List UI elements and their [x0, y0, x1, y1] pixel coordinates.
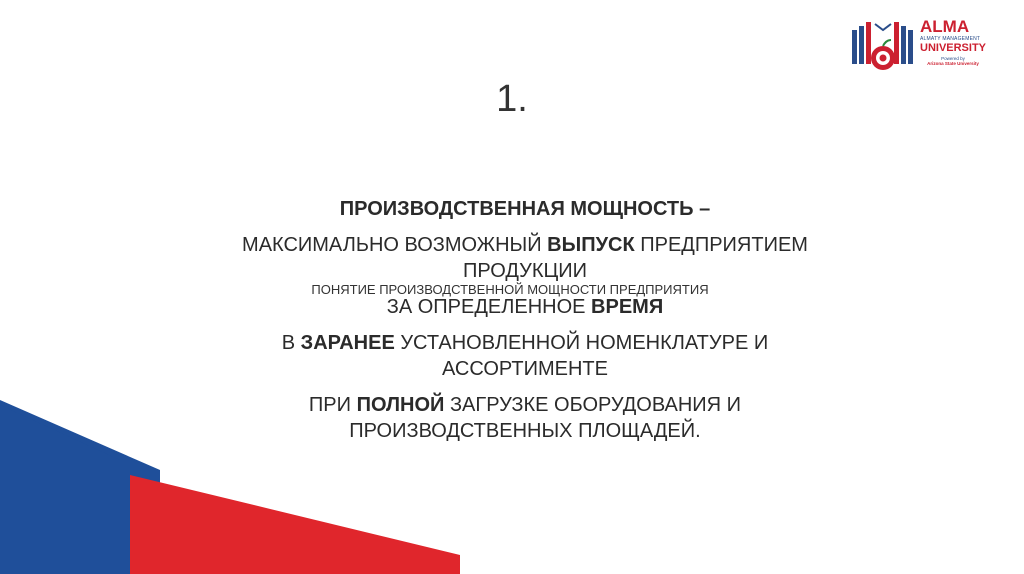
line-bold: ЗАРАНЕЕ: [300, 332, 395, 354]
line-post: ПРЕДПРИЯТИЕМ ПРОДУКЦИИ: [462, 234, 808, 282]
logo-tagline: ALMATY MANAGEMENT: [920, 36, 981, 42]
line-post: УСТАНОВЛЕННОЙ НОМЕНКЛАТУРЕ И АССОРТИМЕНТЕ: [394, 332, 769, 380]
definition-term: ПРОИЗВОДСТВЕННАЯ МОЩНОСТЬ –: [339, 198, 711, 220]
line-pre: ПРИ: [308, 394, 357, 416]
university-logo: [848, 16, 998, 82]
logo-name2: UNIVERSITY: [920, 42, 987, 54]
definition-body: [230, 196, 820, 454]
line-bold: ВРЕМЯ: [591, 296, 664, 318]
line-bold: ВЫПУСК: [547, 234, 635, 256]
definition-line-2: [230, 294, 820, 320]
definition-line-4: [230, 392, 820, 444]
definition-line-3: [230, 330, 820, 382]
definition-line-1: [230, 232, 820, 284]
logo-powered: Powered by: [941, 56, 965, 61]
red-stripe: [130, 475, 460, 574]
line-pre: МАКСИМАЛЬНО ВОЗМОЖНЫЙ: [242, 234, 548, 256]
slide-title: 1.: [496, 78, 528, 120]
slide-subtitle-overlay: ПОНЯТИЕ ПРОИЗВОДСТВЕННОЙ МОЩНОСТИ ПРЕДПРИЯТИЯ: [311, 282, 709, 297]
line-pre: В: [281, 332, 301, 354]
line-post: ЗАГРУЗКЕ ОБОРУДОВАНИЯ И ПРОИЗВОДСТВЕННЫХ ПЛОЩАДЕЙ.: [349, 394, 742, 442]
book-emblem-icon: [848, 16, 918, 82]
logo-partner: Arizona State University: [927, 60, 979, 66]
line-bold: ПОЛНОЙ: [356, 394, 445, 416]
logo-name: ALMA: [920, 17, 970, 36]
line-pre: ЗА ОПРЕДЕЛЕННОЕ: [386, 296, 592, 318]
